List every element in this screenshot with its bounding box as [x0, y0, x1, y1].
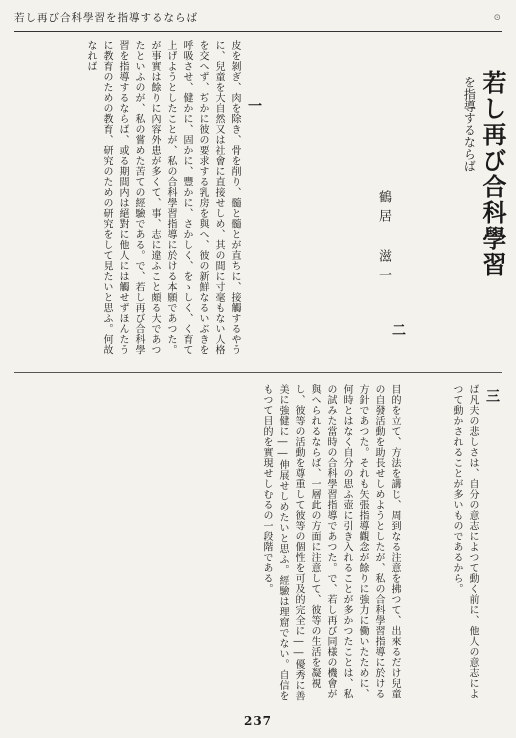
horizontal-divider	[14, 372, 502, 373]
article-subtitle: を指導するならば	[462, 76, 477, 172]
section-number-2: 二	[392, 323, 406, 339]
running-head-title: 若し再び合科學習を指導するならば	[14, 12, 198, 24]
author-name: 鶴居 滋一	[376, 190, 391, 287]
text-block-top-left: 皮を剝ぎ、肉を除き、骨を削り、髓と髓とが直ちに、接觸するやうに、兒童を大自然又は社會に直接せしめ、其の間に寸毫もない人格を交へず、ぢかに彼の要求する乳房を與へ、彼の新鮮なるいぶきを呼吸させ、健かに、固かに、豐かに、さかしく、をゝしく、く育て上げようとしたことが、私の合科學習指導に於ける本願であつた。が事實は餘りに內容外患が多くて、事、志に違ふこと頗る大であつたといふのが、私の嘗めた苦ての經驗である。で、若し再び合科學習を指導するならば、或る期間内は絕對に他人には觸せずほんたうに教育のための教育、研究のための研究をして見たいと思ふ。何故なれば	[85, 40, 240, 355]
running-head	[14, 10, 502, 32]
article-title-block	[396, 70, 506, 290]
ornament-mark: ⊙	[493, 12, 502, 23]
page-number: 237	[243, 714, 273, 728]
article-title: 若し再び合科學習	[478, 70, 507, 278]
text-block-bottom-right-intro: ば凡夫の悲しさは、自分の意志によつて動く前に、他人の意志によつて動かされることが多いものであるから。	[451, 384, 478, 699]
text-block-bottom-middle: 目的を立て、方法を講じ、周到なる注意を拂つて、出來るだけ兒童の自發活動を助長せしめようとしたが、私の合科學習指導に於ける方針であつた。それも矢張指導觀念が餘りに強力に働いたために、何時とはなく自分の思ふ壺に引き入れることが多かつたことは、私の試みた當時の合科學習指導であつた。で、若し再び同様の機會が與へられるならば、一層此の方面に注意して、彼等の生活を凝視し、彼等の活動を尊重して彼等の個性を可及的完全に――優秀に善美に強健に――伸展せしめたいと思ふ。經驗は理窟でない。自信をもつて目的を實現せしむるの一段階である。	[261, 384, 400, 701]
section-number-1: 一	[248, 99, 262, 115]
section-number-3: 三	[486, 389, 500, 405]
